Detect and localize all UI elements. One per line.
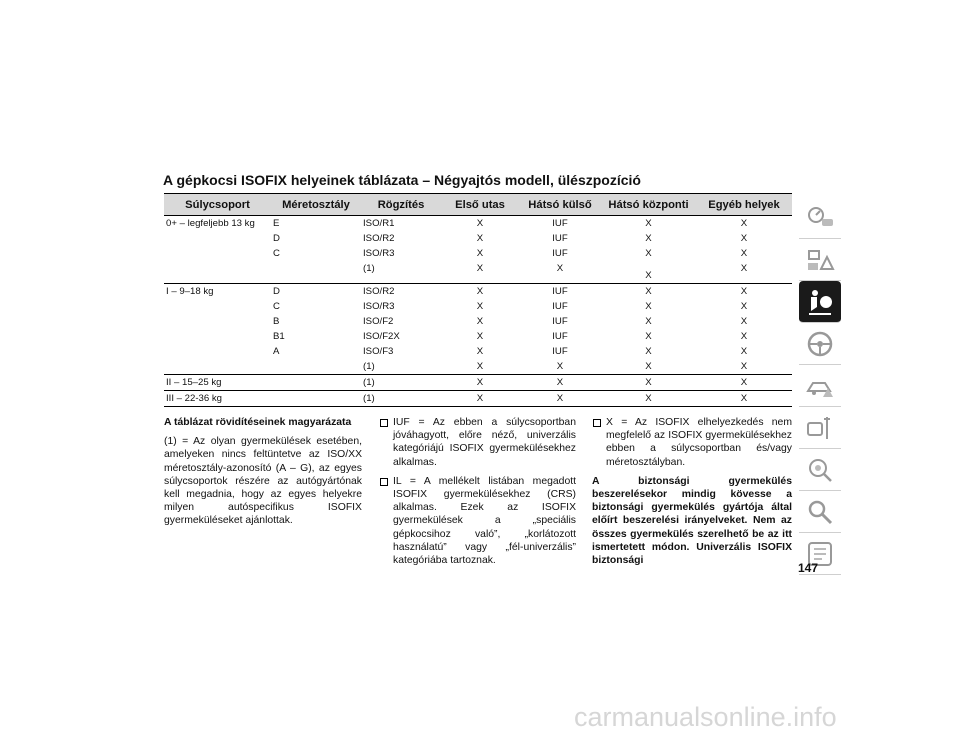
cell-fixture: ISO/R3 — [363, 301, 395, 312]
cell-fixture: ISO/R2 — [363, 233, 395, 244]
cell-other: X — [696, 375, 792, 391]
cell-size: C — [273, 248, 280, 259]
table-row — [164, 261, 792, 284]
header-front-passenger: Első utas — [441, 194, 519, 216]
cell-size — [271, 261, 361, 284]
steering-wheel-icon — [805, 329, 835, 359]
cell-group — [164, 261, 271, 284]
cell-size — [271, 391, 361, 407]
cell-rear-outboard: IUF — [552, 233, 568, 244]
cell-other: X — [740, 316, 748, 327]
tab-emergency[interactable] — [799, 365, 841, 407]
table-row — [164, 359, 792, 375]
car-dashboard-icon — [805, 203, 835, 233]
cell-fixture: ISO/R3 — [363, 248, 395, 259]
cell-group — [164, 344, 271, 359]
tab-maintenance[interactable] — [799, 407, 841, 449]
cell-rear-outboard: X — [556, 361, 564, 372]
legend-iuf — [379, 416, 576, 469]
watermark: carmanualsonline.info — [574, 702, 837, 732]
cell-rear-center: X — [645, 316, 652, 327]
cell-group — [164, 246, 271, 261]
cell-other: X — [740, 331, 748, 342]
cell-rear-center: X — [601, 375, 696, 391]
cell-rear-center — [601, 261, 696, 284]
cell-fixture: (1) — [361, 391, 441, 407]
table-row — [164, 299, 792, 314]
cell-other: X — [740, 361, 748, 372]
table-row — [164, 231, 792, 246]
cell-other: X — [696, 284, 792, 300]
cell-group: III – 22-36 kg — [164, 391, 271, 407]
cell-rear-center: X — [645, 301, 652, 312]
cell-front: X — [476, 233, 484, 244]
cell-other: X — [740, 248, 748, 259]
cell-front: X — [441, 284, 519, 300]
chapter-sidebar — [799, 197, 841, 575]
cell-group — [164, 359, 271, 375]
warning-lights-icon — [805, 245, 835, 275]
cell-fixture: ISO/R1 — [363, 218, 395, 229]
header-other: Egyéb helyek — [696, 194, 792, 216]
cell-size: B1 — [273, 331, 285, 342]
tab-dashboard[interactable] — [799, 197, 841, 239]
text-column-2 — [379, 416, 576, 573]
header-weight-group: Súlycsoport — [164, 194, 271, 216]
table-row — [164, 375, 792, 391]
cell-rear-outboard: X — [556, 263, 564, 274]
cell-size: A — [273, 346, 280, 357]
text-column-3 — [592, 416, 792, 573]
cell-fixture: (1) — [361, 375, 441, 391]
legend-x-text: X = Az ISOFIX elhelyezkedés nem megfelelő az ISOFIX gyermekülésekhez ebben a súlycsoportban és/vagy méretosztályban. — [606, 417, 792, 468]
page-title: A gépkocsi ISOFIX helyeinek táblázata – Négyajtós modell, ülészpozíció — [163, 172, 641, 188]
bullet-square-icon — [380, 478, 388, 486]
cell-front: X — [476, 316, 484, 327]
cell-rear-center: X — [645, 233, 652, 244]
header-size-class: Méretosztály — [271, 194, 361, 216]
maintenance-tools-icon — [805, 413, 835, 443]
header-rear-outboard: Hátsó külső — [519, 194, 601, 216]
cell-front: X — [476, 361, 484, 372]
bullet-square-icon — [593, 419, 601, 427]
cell-front: X — [476, 301, 484, 312]
tab-driving[interactable] — [799, 323, 841, 365]
cell-other: X — [696, 391, 792, 407]
cell-group: 0+ – legfeljebb 13 kg — [166, 218, 255, 229]
cell-group — [164, 299, 271, 314]
legend-il-text: IL = A mellékelt listában megadott ISOFIX gyermekülésekhez (CRS) alkalmas. Ezek az ISOFIX gyermekülések a „speciális gépkocsihoz való”, „korlátozott használatú” vagy „fél-univerzális” kategóriába tartoznak. — [393, 475, 576, 567]
legend-heading: A táblázat rövidítéseinek magyarázata — [164, 417, 352, 428]
table-row — [164, 216, 792, 232]
tab-warning-lights[interactable] — [799, 239, 841, 281]
cell-rear-center: X — [601, 391, 696, 407]
cell-size: D — [273, 233, 280, 244]
cell-rear-outboard: IUF — [552, 301, 568, 312]
cell-group — [164, 314, 271, 329]
cell-fixture: (1) — [363, 361, 375, 372]
table-row — [164, 344, 792, 359]
index-search-icon — [805, 497, 835, 527]
cell-rear-outboard: IUF — [552, 316, 568, 327]
breakdown-icon — [805, 371, 835, 401]
legend-note-1: (1) = Az olyan gyermekülések esetében, amelyeken nincs feltüntetve az ISO/XX méretosztály-azonosító (A – G), az egyes súlycsoportok részére az autógyártónak kell megadnia, hogy az egyes helyekre milyen autóspecifikus ISOFIX gyermeküléseket ajánlottak. — [164, 436, 362, 527]
cell-front: X — [476, 331, 484, 342]
cell-fixture: ISO/R2 — [361, 284, 441, 300]
cell-rear-outboard: IUF — [519, 284, 601, 300]
cell-size: D — [271, 284, 361, 300]
cell-rear-center: X — [645, 218, 652, 229]
cell-size: C — [273, 301, 280, 312]
cell-group: I – 9–18 kg — [164, 284, 271, 300]
page-number: 147 — [798, 561, 819, 575]
table-row — [164, 329, 792, 344]
legend-iuf-text: IUF = Az ebben a súlycsoportban jóváhagyott, előre néző, univerzális kategóriájú ISOFIX gyermekülésekhez alkalmas. — [393, 417, 576, 468]
cell-rear-outboard: IUF — [552, 346, 568, 357]
legend-x — [592, 416, 792, 469]
cell-rear-outboard: X — [519, 375, 601, 391]
cell-rear-outboard: IUF — [552, 248, 568, 259]
table-row — [164, 246, 792, 261]
cell-rear-center: X — [601, 284, 696, 300]
bullet-square-icon — [380, 419, 388, 427]
text-column-1 — [164, 416, 362, 534]
table-row — [164, 314, 792, 329]
installation-note: A biztonsági gyermekülés beszerelésekor mindig kövesse a biztonsági gyermekülés gyártója által előírt beszerelési irányelveket. Nem az összes gyermekülés szerelhető be az itt ismertetett módon. Univerzális ISOFIX biztonsági — [592, 475, 792, 567]
airbag-safety-icon — [805, 287, 835, 317]
tab-index[interactable] — [799, 491, 841, 533]
cell-front: X — [476, 346, 484, 357]
cell-front: X — [476, 218, 484, 229]
cell-rear-outboard: IUF — [552, 331, 568, 342]
cell-rear-center: X — [645, 361, 652, 372]
tab-safety[interactable] — [799, 281, 841, 323]
cell-other: X — [740, 218, 748, 229]
cell-front: X — [441, 391, 519, 407]
header-rear-center: Hátsó központi — [601, 194, 696, 216]
table-header-row — [164, 194, 792, 216]
tab-specifications[interactable] — [799, 449, 841, 491]
cell-rear-center: X — [645, 248, 652, 259]
cell-size: E — [273, 218, 280, 229]
cell-rear-outboard: X — [519, 391, 601, 407]
cell-front: X — [476, 263, 484, 274]
cell-fixture: ISO/F2 — [363, 316, 394, 327]
specifications-icon — [805, 455, 835, 485]
cell-rear-center-value: X — [645, 270, 652, 281]
table-row — [164, 391, 792, 407]
cell-other: X — [740, 301, 748, 312]
cell-other: X — [740, 263, 748, 274]
cell-fixture: ISO/F3 — [363, 346, 394, 357]
cell-size — [271, 359, 361, 375]
cell-size — [271, 375, 361, 391]
cell-group — [164, 329, 271, 344]
cell-rear-center: X — [645, 346, 652, 357]
cell-group: II – 15–25 kg — [164, 375, 271, 391]
cell-other: X — [740, 233, 748, 244]
cell-rear-center: X — [645, 331, 652, 342]
header-fixture: Rögzítés — [361, 194, 441, 216]
cell-size: B — [273, 316, 280, 327]
cell-front: X — [441, 375, 519, 391]
table-row — [164, 284, 792, 300]
cell-front: X — [476, 248, 484, 259]
cell-fixture: (1) — [363, 263, 375, 274]
cell-group — [164, 231, 271, 246]
cell-other: X — [740, 346, 748, 357]
isofix-table — [164, 193, 792, 407]
cell-fixture: ISO/F2X — [363, 331, 400, 342]
legend-il — [379, 475, 576, 567]
cell-rear-outboard: IUF — [552, 218, 568, 229]
